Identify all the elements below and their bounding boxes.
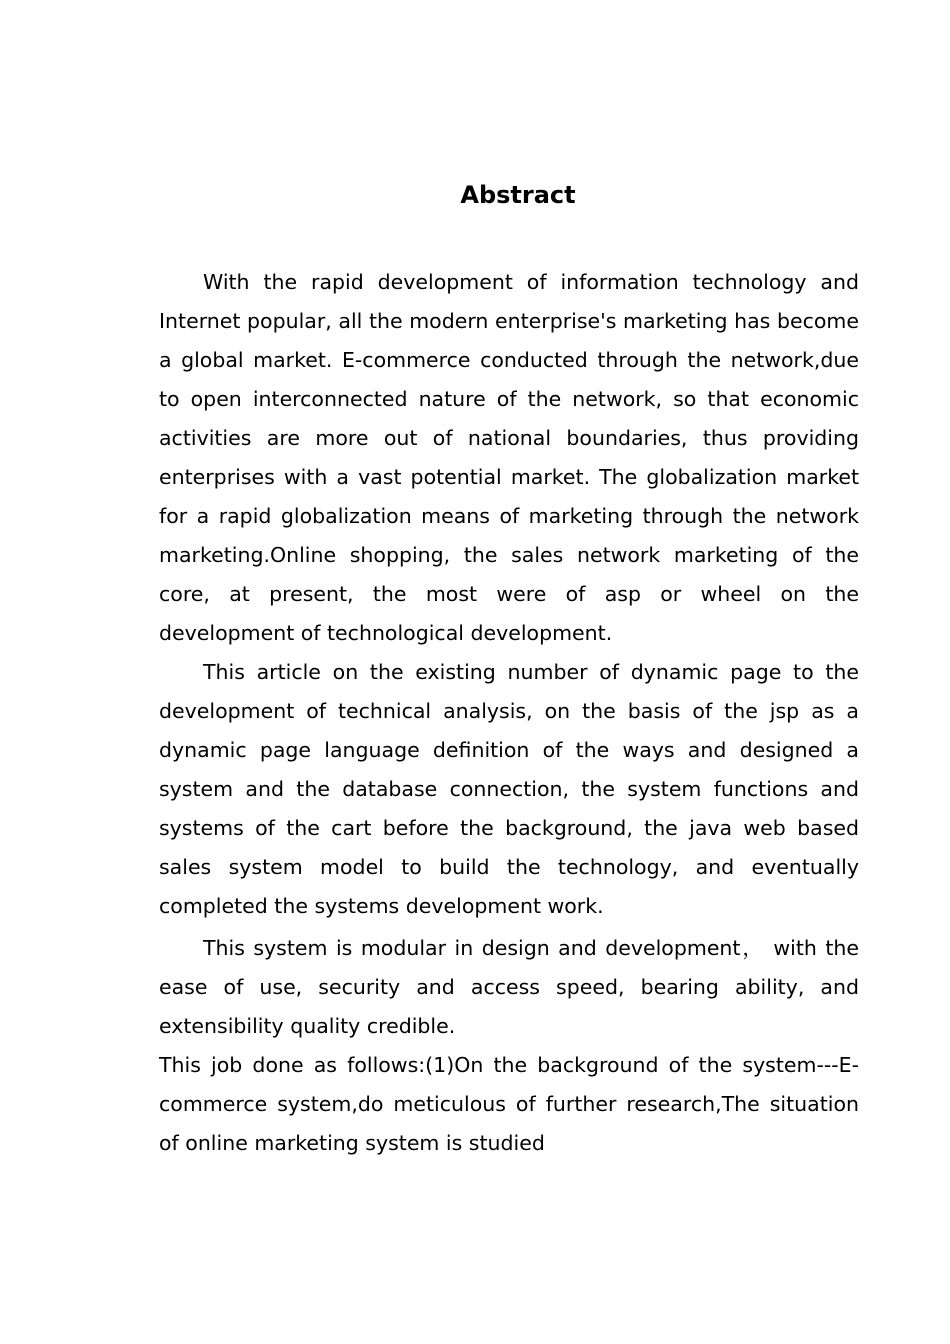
paragraph-1: With the rapid development of information technology and Internet popular, all the modern enterprise's marketing has become a global market. E-commerce conducted through the network,due to open interconnected nature of the network, so that economic activities are more out of national boundaries, thus providing enterprises with a vast potential market. The globalization market for a rapid globalization means of marketing through the network marketing.Online shopping, the sales network marketing of the core, at present, the most were of asp or wheel on the development of technological development. <box>159 270 859 645</box>
paragraph-2: This article on the existing number of dynamic page to the development of technical analysis, on the basis of the jsp as a dynamic page language definition of the ways and designed a system and the database connection, the system functions and systems of the cart before the background, the java web based sales system model to build the technology, and eventually completed the systems development work. <box>159 660 859 918</box>
page-title: Abstract <box>460 181 576 209</box>
paragraph-4: This job done as follows:(1)On the background of the system---E-commerce system,do meticulous of further research,The situation of online marketing system is studied <box>159 1053 859 1155</box>
paragraph-3: This system is modular in design and development， with the ease of use, security and access speed, bearing ability, and extensibility quality credible. <box>159 936 859 1038</box>
abstract-body <box>159 263 859 1163</box>
